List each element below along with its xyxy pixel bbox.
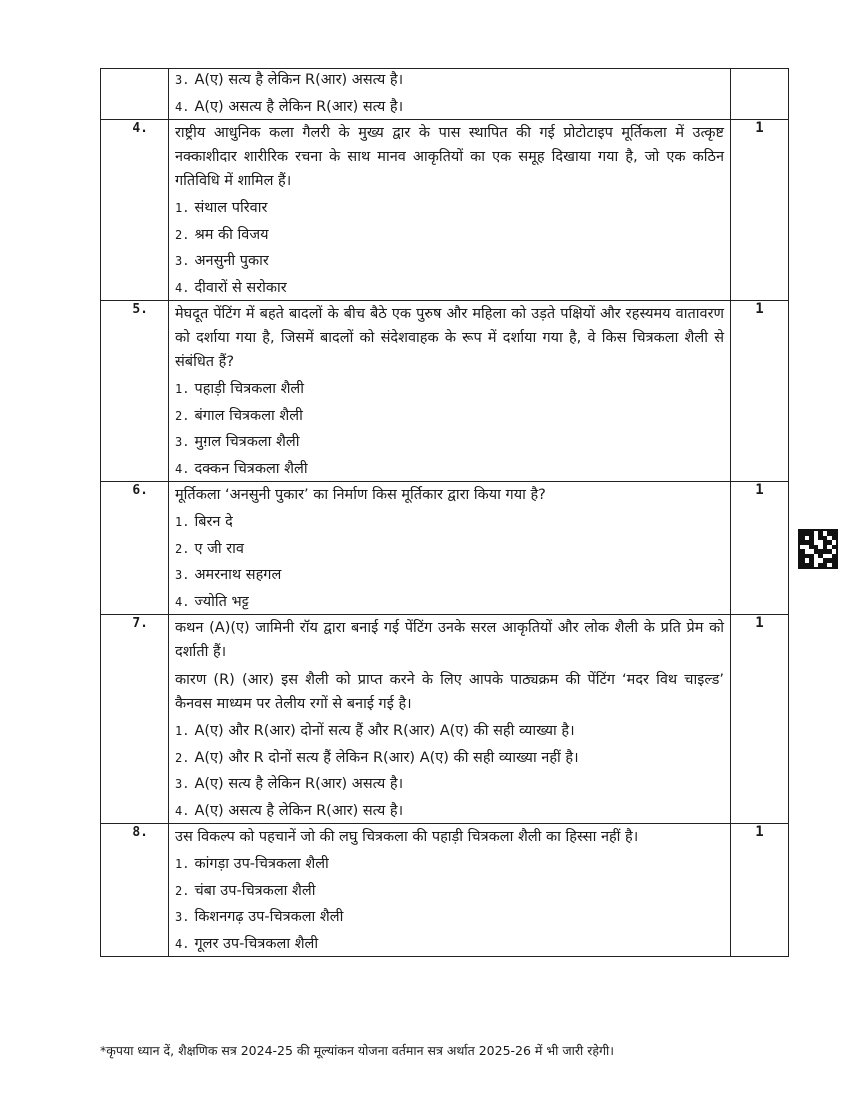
option-2 [175, 539, 724, 560]
option-number: 3. [175, 435, 190, 449]
option-text: मुग़ल चित्रकला शैली [194, 434, 300, 450]
option-text: गूलर उप-चित्रकला शैली [194, 935, 319, 952]
qr-code-icon [798, 529, 838, 569]
option-4 [175, 278, 724, 299]
question-number: 4. [101, 119, 169, 300]
option-text: दक्कन चित्रकला शैली [194, 460, 308, 477]
option-number: 1. [175, 857, 190, 871]
question-text: मेघदूत पेंटिंग में बहते बादलों के बीच बैठे एक पुरुष और महिला को उड़ते पक्षियों और रहस्यमय वातावरण को दर्शाया गया है, जिसमें बादलों को संदेशवाहक के रूप में दर्शाया गया है, वे किस चित्रकला शैली से संबंधित हैं? [175, 305, 724, 370]
option-2 [175, 225, 724, 246]
option-4 [175, 592, 724, 613]
option-number: 1. [175, 201, 190, 215]
option-text: अनसुनी पुकार [194, 253, 269, 269]
option-number: 1. [175, 724, 190, 738]
question-row-4 [101, 119, 789, 300]
question-marks: 1 [731, 119, 789, 300]
option-3 [175, 774, 724, 795]
option-text: A(ए) और R दोनों सत्य हैं लेकिन R(आर) A(ए) की सही व्याख्या नहीं है। [194, 749, 579, 766]
option-number: 4. [175, 461, 190, 476]
option-text: A(ए) सत्य है लेकिन R(आर) असत्य है। [194, 776, 404, 792]
option-number: 4. [175, 803, 190, 818]
question-body [169, 614, 731, 823]
option-number: 3. [175, 777, 190, 791]
option-number: 3. [175, 910, 190, 924]
option-number: 4. [175, 99, 190, 114]
option-3 [175, 251, 724, 272]
option-1 [175, 379, 724, 400]
option-number: 2. [175, 541, 190, 556]
footnote: *कृपया ध्यान दें, शैक्षणिक सत्र 2024-25 की मूल्यांकन योजना वर्तमान सत्र अर्थात 2025-26 में भी जारी रहेगी। [100, 1043, 614, 1058]
question-table [100, 68, 789, 957]
option-text: बंगाल चित्रकला शैली [194, 407, 303, 424]
question-text: मूर्तिकला ‘अनसुनी पुकार’ का निर्माण किस मूर्तिकार द्वारा किया गया है? [175, 486, 546, 503]
question-number: 8. [101, 823, 169, 956]
option-text: किशनगढ़ उप-चित्रकला शैली [194, 909, 344, 925]
option-3 [175, 565, 724, 586]
question-row-5 [101, 300, 789, 481]
option-number: 2. [175, 408, 190, 423]
option-3 [175, 70, 724, 91]
question-text: उस विकल्प को पहचानें जो की लघु चित्रकला की पहाड़ी चित्रकला शैली का हिस्सा नहीं है। [175, 828, 639, 845]
question-row-7 [101, 614, 789, 823]
question-number: 5. [101, 300, 169, 481]
option-text: A(ए) और R(आर) दोनों सत्य हैं और R(आर) A(ए) की सही व्याख्या है। [194, 723, 575, 739]
option-number: 3. [175, 568, 190, 582]
option-text: बिरन दे [194, 514, 233, 530]
option-number: 4. [175, 280, 190, 295]
option-number: 2. [175, 750, 190, 765]
question-number [101, 69, 169, 120]
option-number: 3. [175, 254, 190, 268]
question-marks [731, 69, 789, 120]
question-number: 7. [101, 614, 169, 823]
option-number: 1. [175, 382, 190, 396]
option-2 [175, 881, 724, 902]
option-4 [175, 459, 724, 480]
question-body [169, 69, 731, 120]
question-marks: 1 [731, 614, 789, 823]
question-marks: 1 [731, 300, 789, 481]
option-2 [175, 406, 724, 427]
question-number: 6. [101, 481, 169, 614]
option-number: 2. [175, 883, 190, 898]
option-text: श्रम की विजय [194, 226, 269, 243]
option-text: A(ए) असत्य है लेकिन R(आर) सत्य है। [194, 802, 404, 819]
question-body [169, 823, 731, 956]
option-text: ज्योति भट्ट [194, 593, 249, 610]
option-text: अमरनाथ सहगल [194, 567, 282, 583]
question-body [169, 481, 731, 614]
option-number: 1. [175, 515, 190, 529]
option-number: 3. [175, 73, 190, 87]
option-1 [175, 721, 724, 742]
option-3 [175, 907, 724, 928]
option-text: पहाड़ी चित्रकला शैली [194, 381, 305, 397]
option-1 [175, 198, 724, 219]
option-3 [175, 432, 724, 453]
question-row-8 [101, 823, 789, 956]
question-body [169, 300, 731, 481]
question-marks: 1 [731, 823, 789, 956]
reason-text: कारण (R) (आर) इस शैली को प्राप्त करने के लिए आपके पाठ्यक्रम की पेंटिंग ‘मदर विथ चाइल्ड’ कैनवस माध्यम पर तेलीय रगों से बनाई गई है। [175, 671, 724, 712]
question-body [169, 119, 731, 300]
option-4 [175, 934, 724, 955]
option-4 [175, 97, 724, 118]
option-text: दीवारों से सरोकार [194, 279, 287, 296]
option-text: A(ए) असत्य है लेकिन R(आर) सत्य है। [194, 98, 404, 115]
question-marks: 1 [731, 481, 789, 614]
option-text: कांगड़ा उप-चित्रकला शैली [194, 856, 329, 872]
option-text: चंबा उप-चित्रकला शैली [194, 882, 316, 899]
option-text: संथाल परिवार [194, 200, 268, 216]
question-row-6 [101, 481, 789, 614]
option-4 [175, 801, 724, 822]
option-text: A(ए) सत्य है लेकिन R(आर) असत्य है। [194, 72, 404, 88]
option-number: 4. [175, 936, 190, 951]
option-number: 2. [175, 227, 190, 242]
question-row-continued [101, 69, 789, 120]
option-number: 4. [175, 594, 190, 609]
option-1 [175, 512, 724, 533]
question-text: राष्ट्रीय आधुनिक कला गैलरी के मुख्य द्वार के पास स्थापित की गई प्रोटोटाइप मूर्तिकला में उत्कृष्ट नक्काशीदार शारीरिक रचना के साथ मानव आकृतियों का एक समूह दिखाया गया है, जो एक कठिन गतिविधि में शामिल हैं। [175, 124, 724, 189]
option-2 [175, 748, 724, 769]
option-1 [175, 854, 724, 875]
assertion-text: कथन (A)(ए) जामिनी रॉय द्वारा बनाई गई पेंटिंग उनके सरल आकृतियों और लोक शैली के प्रति प्रेम को दर्शाती हैं। [175, 619, 724, 660]
option-text: ए जी राव [194, 540, 244, 557]
